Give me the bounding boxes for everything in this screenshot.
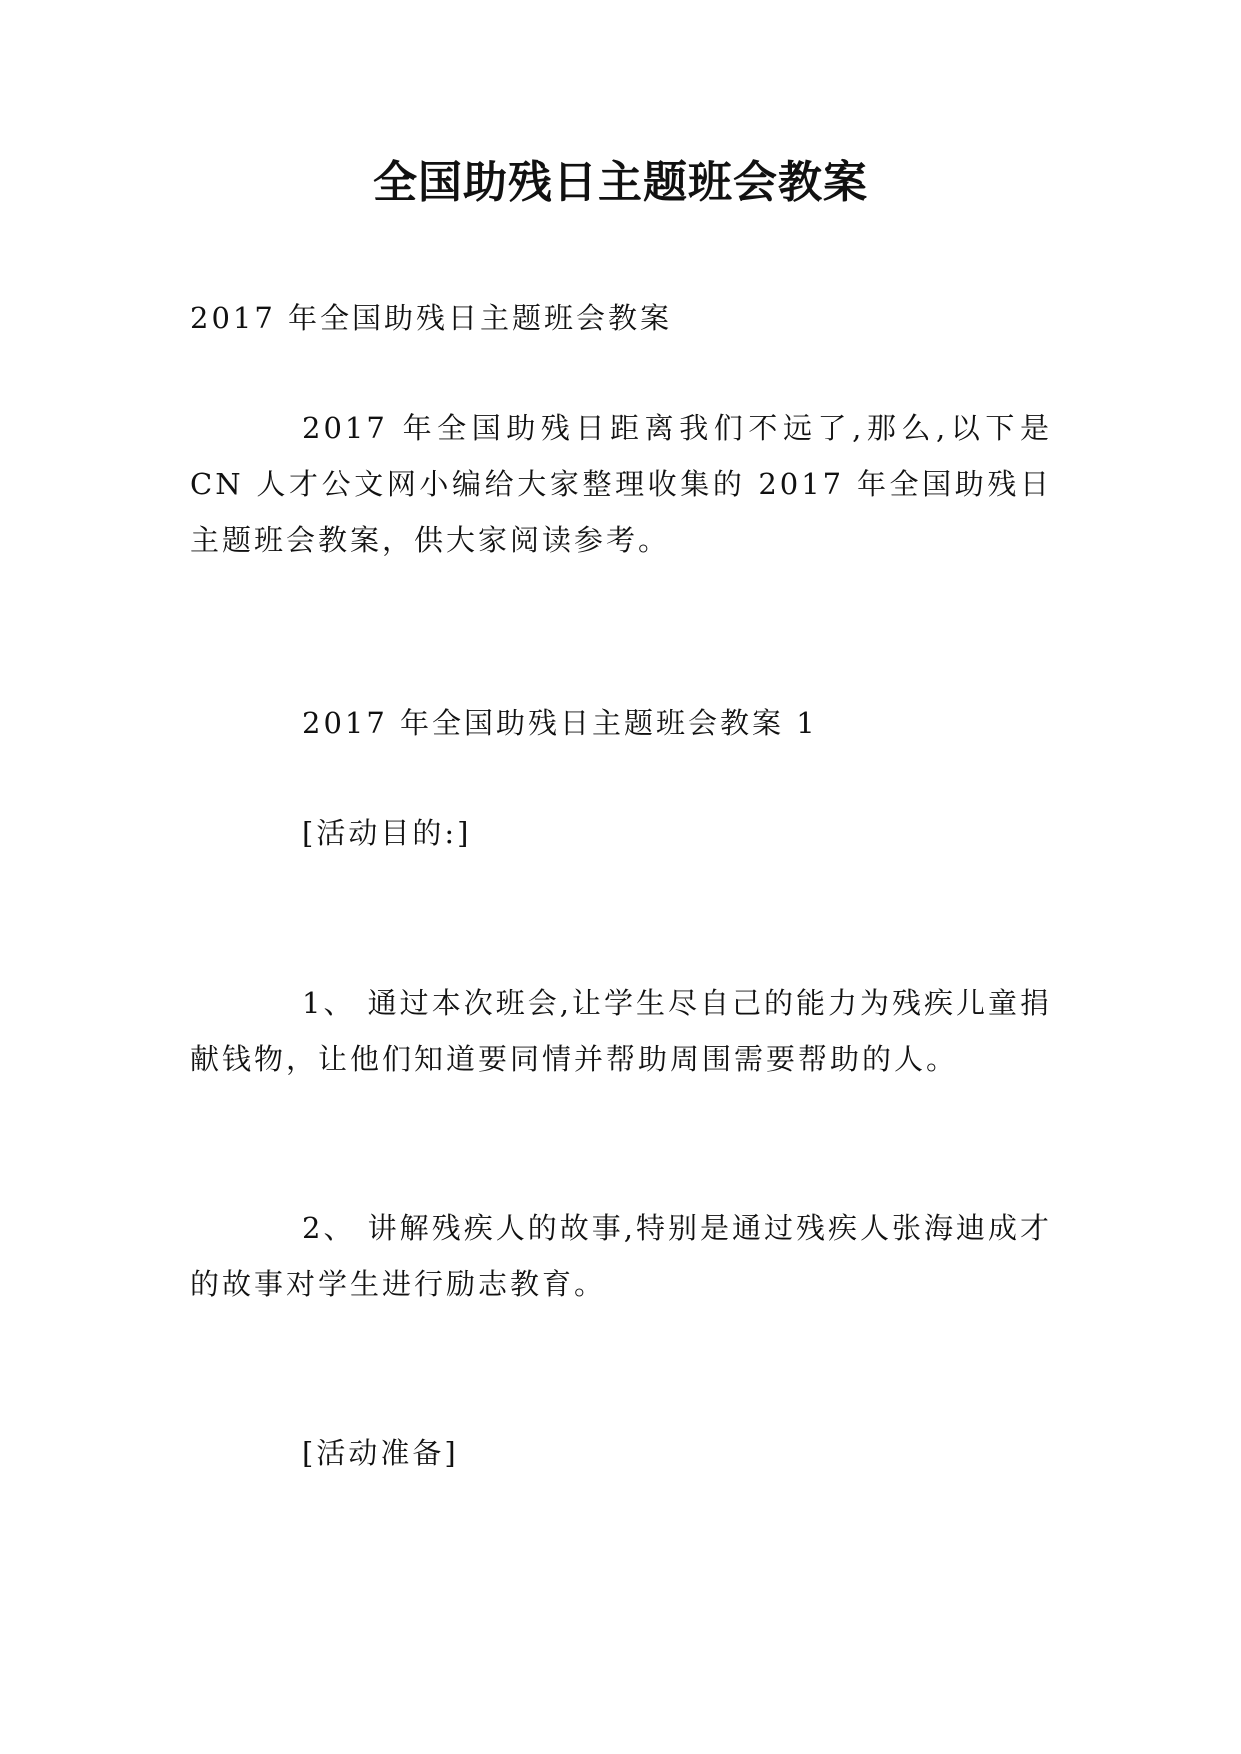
- section-heading: 2017 年全国助残日主题班会教案 1: [302, 706, 818, 740]
- document-title: 全国助残日主题班会教案: [373, 157, 868, 208]
- document-subtitle: 2017 年全国助残日主题班会教案: [190, 301, 673, 335]
- objective-item-2: 2、 讲解残疾人的故事,特别是通过残疾人张海迪成才的故事对学生进行励志教育。: [190, 1211, 1052, 1301]
- objective-heading: [活动目的:]: [302, 816, 472, 850]
- intro-paragraph: 2017 年全国助残日距离我们不远了,那么,以下是 CN 人才公文网小编给大家整理收集的 2017 年全国助残日主题班会教案，供大家阅读参考。: [190, 411, 1052, 557]
- preparation-heading: [活动准备]: [302, 1436, 459, 1470]
- objective-item-1: 1、 通过本次班会,让学生尽自己的能力为残疾儿童捐献钱物，让他们知道要同情并帮助周围需要帮助的人。: [190, 986, 1052, 1076]
